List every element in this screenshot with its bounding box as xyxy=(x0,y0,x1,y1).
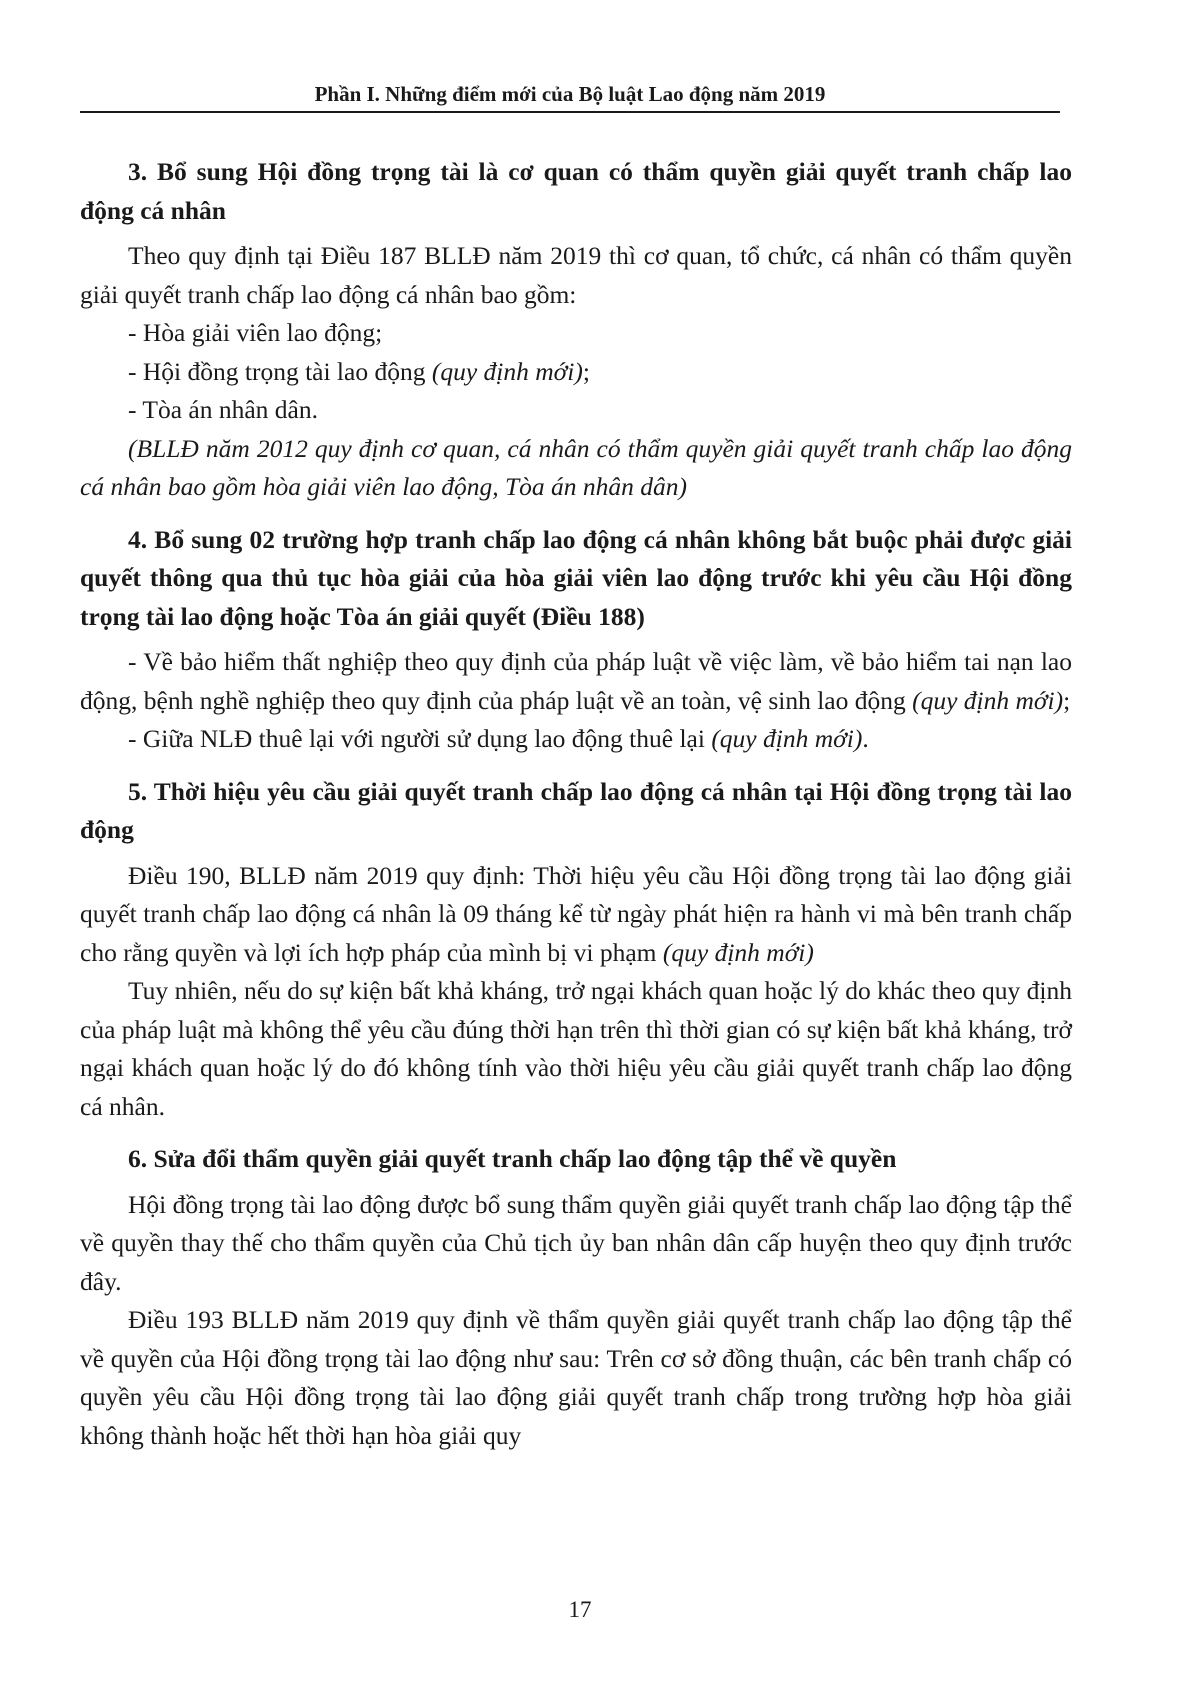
paragraph-text: Điều 190, BLLĐ năm 2019 quy định: Thời hiệu yêu cầu Hội đồng trọng tài lao động giải quyết tranh chấp lao động cá nhân là 09 tháng kể từ ngày phát hiện ra hành vi mà bên tranh chấp cho rằng quyền và lợi ích hợp pháp của mình bị vi phạm xyxy=(80,860,1072,967)
item-text: - Hội đồng trọng tài lao động xyxy=(128,356,432,386)
section-3-remark: (BLLĐ năm 2012 quy định cơ quan, cá nhân có thẩm quyền giải quyết tranh chấp lao động cá nhân bao gồm hòa giải viên lao động, Tòa án nhân dân) xyxy=(80,433,1072,501)
section-5-paragraph-1 xyxy=(80,857,1072,973)
page-number: 17 xyxy=(568,1597,592,1622)
item-text: - Giữa NLĐ thuê lại với người sử dụng lao động thuê lại xyxy=(128,724,712,753)
section-6-heading: 6. Sửa đổi thẩm quyền giải quyết tranh chấp lao động tập thể về quyền xyxy=(128,1144,897,1173)
item-tail: . xyxy=(862,724,869,753)
new-rule-note: (quy định mới) xyxy=(431,356,583,386)
section-3-heading: 3. Bổ sung Hội đồng trọng tài là cơ quan có thẩm quyền giải quyết tranh chấp lao động cá nhân xyxy=(80,157,1072,225)
section-3-item-3 xyxy=(80,391,1072,430)
section-5-paragraph-2: Tuy nhiên, nếu do sự kiện bất khả kháng, trở ngại khách quan hoặc lý do khác theo quy định của pháp luật mà không thể yêu cầu đúng thời hạn trên thì thời gian có sự kiện bất khả kháng, trở ngại khách quan hoặc lý do đó không tính vào thời hiệu yêu cầu giải quyết tranh chấp lao động cá nhân. xyxy=(80,976,1072,1121)
item-text: - Hòa giải viên lao động; xyxy=(128,318,383,347)
section-4-heading: 4. Bổ sung 02 trường hợp tranh chấp lao động cá nhân không bắt buộc phải được giải quyết thông qua thủ tục hòa giải của hòa giải viên lao động trước khi yêu cầu Hội đồng trọng tài lao động hoặc Tòa án giải quyết (Điều 188) xyxy=(80,524,1072,631)
item-tail: ; xyxy=(1063,685,1071,715)
section-4-item-1 xyxy=(80,643,1072,720)
section-3-item-2 xyxy=(80,353,1072,392)
section-3-intro: Theo quy định tại Điều 187 BLLĐ năm 2019 thì cơ quan, tổ chức, cá nhân có thẩm quyền giải quyết tranh chấp lao động cá nhân bao gồm: xyxy=(80,241,1072,309)
page-body xyxy=(80,153,1072,1455)
section-6-paragraph-1: Hội đồng trọng tài lao động được bổ sung thẩm quyền giải quyết tranh chấp lao động tập thể về quyền thay thế cho thẩm quyền của Chủ tịch ủy ban nhân dân cấp huyện theo quy định trước đây. xyxy=(80,1189,1072,1296)
section-3-item-1 xyxy=(80,314,1072,353)
section-5-heading: 5. Thời hiệu yêu cầu giải quyết tranh chấp lao động cá nhân tại Hội đồng trọng tài lao động xyxy=(80,776,1072,844)
section-4-item-2 xyxy=(80,720,1072,759)
item-tail: ; xyxy=(582,356,590,386)
header-rule xyxy=(80,111,1060,113)
running-head: Phần I. Những điểm mới của Bộ luật Lao động năm 2019 xyxy=(314,82,826,106)
section-6-paragraph-2: Điều 193 BLLĐ năm 2019 quy định về thẩm quyền giải quyết tranh chấp lao động tập thể về quyền của Hội đồng trọng tài lao động như sau: Trên cơ sở đồng thuận, các bên tranh chấp có quyền yêu cầu Hội đồng trọng tài lao động giải quyết tranh chấp trong trường hợp hòa giải không thành hoặc hết thời hạn hòa giải quy xyxy=(80,1305,1072,1450)
item-text: - Về bảo hiểm thất nghiệp theo quy định của pháp luật về việc làm, về bảo hiểm tai nạn lao động, bệnh nghề nghiệp theo quy định của pháp luật về an toàn, vệ sinh lao động xyxy=(80,647,1072,715)
item-text: - Tòa án nhân dân. xyxy=(128,395,319,424)
new-rule-note: (quy định mới) xyxy=(912,685,1064,715)
new-rule-note: (quy định mới) xyxy=(711,724,863,753)
new-rule-note: (quy định mới) xyxy=(662,937,814,967)
